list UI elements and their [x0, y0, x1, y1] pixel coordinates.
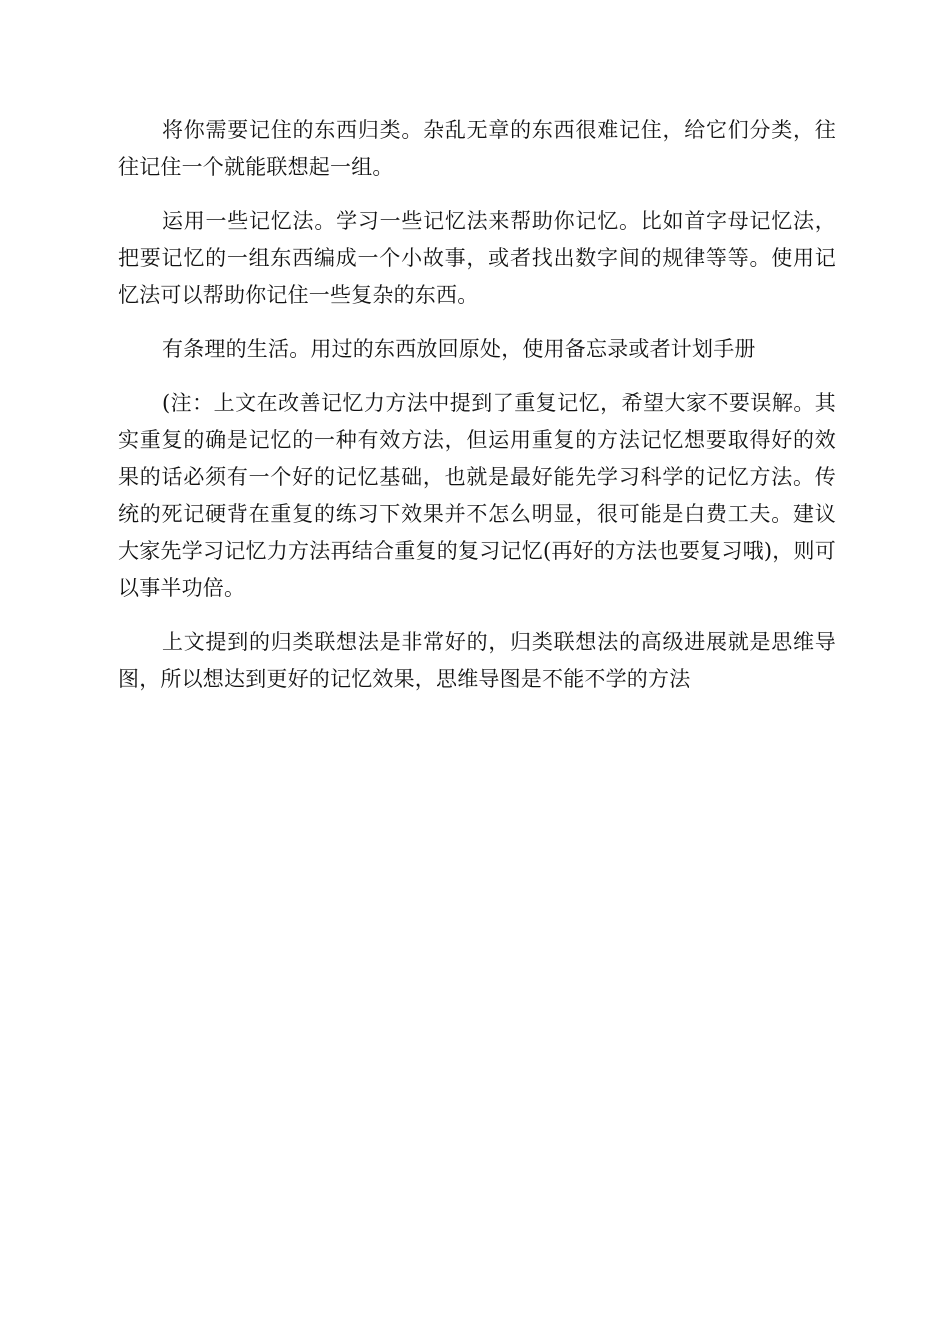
paragraph-organized-life: 有条理的生活。用过的东西放回原处，使用备忘录或者计划手册: [162, 337, 756, 361]
document-body: [118, 112, 836, 715]
paragraph-mnemonics: 运用一些记忆法。学习一些记忆法来帮助你记忆。比如首字母记忆法，把要记忆的一组东西编成一个小故事，或者找出数字间的规律等等。使用记忆法可以帮助你记住一些复杂的东西。: [118, 209, 836, 307]
paragraph-mind-map: 上文提到的归类联想法是非常好的，归类联想法的高级进展就是思维导图，所以想达到更好的记忆效果，思维导图是不能不学的方法: [118, 630, 836, 691]
paragraph-categorize: 将你需要记住的东西归类。杂乱无章的东西很难记住，给它们分类，往往记住一个就能联想起一组。: [118, 118, 836, 179]
paragraph-note: (注：上文在改善记忆力方法中提到了重复记忆，希望大家不要误解。其实重复的确是记忆的一种有效方法，但运用重复的方法记忆想要取得好的效果的话必须有一个好的记忆基础，也就是最好能先学习科学的记忆方法。传统的死记硬背在重复的练习下效果并不怎么明显，很可能是白费工夫。建议大家先学习记忆力方法再结合重复的复习记忆(再好的方法也要复习哦)，则可以事半功倍。: [118, 391, 836, 600]
